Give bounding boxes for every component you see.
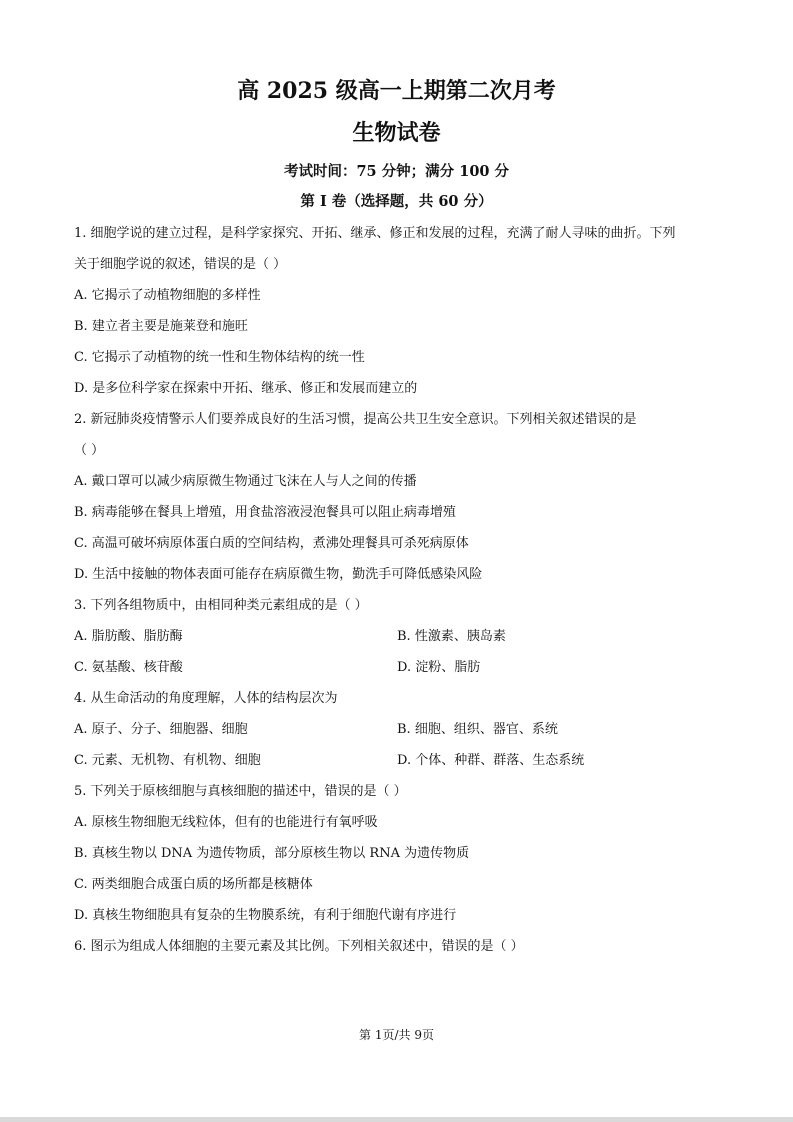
question-1-option-b: B. 建立者主要是施莱登和施旺	[74, 319, 248, 334]
question-3-stem: 3. 下列各组物质中，由相同种类元素组成的是（ ）	[74, 598, 368, 613]
question-2-stem-line-2: （ ）	[74, 443, 105, 458]
question-5-option-a: A. 原核生物细胞无线粒体，但有的也能进行有氧呼吸	[74, 815, 378, 830]
question-1-stem-line-1: 1. 细胞学说的建立过程，是科学家探究、开拓、继承、修正和发展的过程，充满了耐人寻味的曲折。下列	[74, 226, 676, 241]
question-3-option-d: D. 淀粉、脂肪	[397, 660, 481, 675]
question-5-option-c: C. 两类细胞合成蛋白质的场所都是核糖体	[74, 877, 313, 892]
question-3-option-a: A. 脂肪酸、脂肪酶	[74, 629, 183, 644]
question-4-stem: 4. 从生命活动的角度理解，人体的结构层次为	[74, 691, 338, 706]
question-1-option-a: A. 它揭示了动植物细胞的多样性	[74, 288, 261, 303]
question-4-option-b: B. 细胞、组织、器官、系统	[397, 722, 558, 737]
page-number: 第 1页/共 9页	[359, 1028, 434, 1042]
question-2-option-b: B. 病毒能够在餐具上增殖，用食盐溶液浸泡餐具可以阻止病毒增殖	[74, 505, 456, 520]
question-2-option-c: C. 高温可破坏病原体蛋白质的空间结构，煮沸处理餐具可杀死病原体	[74, 536, 469, 551]
question-1-option-d: D. 是多位科学家在探索中开拓、继承、修正和发展而建立的	[74, 381, 418, 396]
section-heading: 第 I 卷（选择题，共 60 分）	[300, 193, 493, 210]
subject-title: 生物试卷	[352, 120, 441, 146]
question-5-stem: 5. 下列关于原核细胞与真核细胞的描述中，错误的是（ ）	[74, 784, 407, 799]
question-6-stem: 6. 图示为组成人体细胞的主要元素及其比例。下列相关叙述中，错误的是（ ）	[74, 939, 524, 954]
question-3-option-b: B. 性激素、胰岛素	[397, 629, 506, 644]
exam-title: 高 2025 级高一上期第二次月考	[237, 78, 556, 104]
question-1-stem-line-2: 关于细胞学说的叙述，错误的是（ ）	[74, 257, 287, 272]
question-2-option-a: A. 戴口罩可以减少病原微生物通过飞沫在人与人之间的传播	[74, 474, 417, 489]
question-5-option-b: B. 真核生物以 DNA 为遗传物质，部分原核生物以 RNA 为遗传物质	[74, 846, 470, 861]
question-2-option-d: D. 生活中接触的物体表面可能存在病原微生物，勤洗手可降低感染风险	[74, 567, 483, 582]
question-1-option-c: C. 它揭示了动植物的统一性和生物体结构的统一性	[74, 350, 365, 365]
question-3-option-c: C. 氨基酸、核苷酸	[74, 660, 183, 675]
page-bottom-edge	[0, 1117, 793, 1122]
question-4-option-a: A. 原子、分子、细胞器、细胞	[74, 722, 248, 737]
question-5-option-d: D. 真核生物细胞具有复杂的生物膜系统，有利于细胞代谢有序进行	[74, 908, 457, 923]
question-4-option-d: D. 个体、种群、群落、生态系统	[397, 753, 585, 768]
exam-info: 考试时间：75 分钟；满分 100 分	[283, 163, 510, 180]
question-4-option-c: C. 元素、无机物、有机物、细胞	[74, 753, 261, 768]
question-2-stem-line-1: 2. 新冠肺炎疫情警示人们要养成良好的生活习惯，提高公共卫生安全意识。下列相关叙述错误的是	[74, 412, 637, 427]
